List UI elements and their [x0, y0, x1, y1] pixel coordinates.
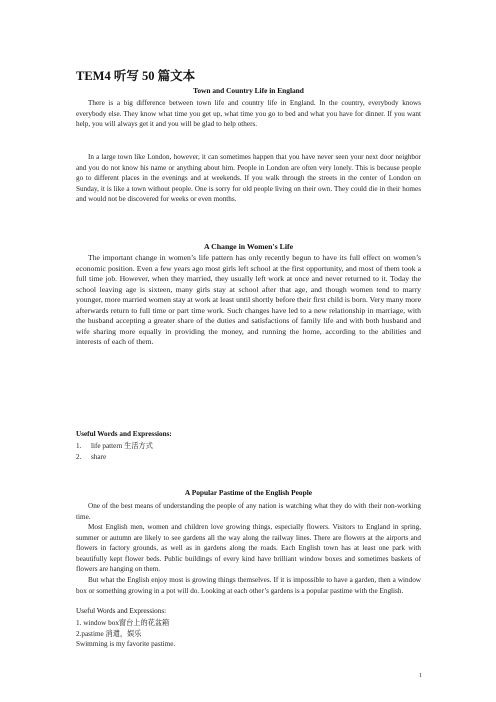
paragraph: But what the English enjoy most is growing things themselves. If it is impossible to have a garden, then a window box or something growing in a pot will do. Looking at each other’s gardens is a popular pastime with the English.: [76, 576, 421, 595]
document-title: TEM4 听写 50 篇文本: [76, 69, 196, 83]
vocab-item: [76, 618, 169, 628]
vocab-label: Useful Words and Expressions:: [76, 430, 172, 438]
vocab-item: [76, 453, 106, 461]
vocab-text: pastime 消遣，娱乐: [81, 630, 142, 638]
example-sentence: Swimming is my favorite pastime.: [76, 640, 176, 648]
section-title-women-life: A Change in Women's Life: [203, 242, 294, 251]
paragraph: The important change in women’s life pattern has only recently begun to have its full effect on women’s economic position. Even a few years ago most girls left school at the first opportunity, and most of them took a full time job. However, when they married, they usually left work at once and never returned to it. Today the school leaving age is sixteen, many girls stay at school after that age, and though women tend to marry younger, more married women stay at work at least until shortly before their first child is born. Very many more afterwards return to full time or part time work. Such changes have led to a new relationship in marriage, with the husband accepting a greater share of the duties and satisfactions of family life and with both husband and wife sharing more equally in providing the money, and running the home, according to the abilities and interests of each of them.: [76, 253, 421, 346]
vocab-label: Useful Words and Expressions:: [76, 607, 167, 615]
vocab-number: 2.: [76, 630, 82, 638]
paragraph: Most English men, women and children love growing things, especially flowers. Visitors to England in spring, summer or autumn are likely to see gardens all the way along the railway lines. There are flowers at the airports and flowers in factory grounds, as well as in gardens along the roads. Each English town has at least one park with beautifully kept flower beds. Public buildings of every kind have brilliant window boxes and sometimes baskets of flowers are hanging on them.: [76, 523, 421, 574]
paragraph: In a large town like London, however, it can sometimes happen that you have never seen your next door neighbor and you do not know his name or anything about him. People in London are often very lonely. This is because people go to different places in the evenings and at weekends. If you walk through the streets in the center of London on Sunday, it is like a town without people. One is sorry for old people living on their own. They could die in their homes and would not be discovered for weeks or even months.: [76, 153, 421, 204]
page-number: 1: [419, 672, 423, 679]
vocab-item: [76, 441, 153, 451]
vocab-number: 1.: [76, 619, 82, 627]
paragraph: There is a big difference between town life and country life in England. In the country, everybody knows everybody else. They know what time you get up, what time you go to bed and what you have for dinner. If you want help, you will always get it and you will be glad to help others.: [76, 99, 421, 129]
vocab-text: share: [91, 453, 107, 461]
section-title-popular-pastime: A Popular Pastime of the English People: [184, 488, 313, 497]
vocab-number: 1.: [76, 442, 82, 450]
section-title-town-country: Town and Country Life in England: [193, 86, 304, 95]
vocab-text: window box窗台上的花盆箱: [83, 619, 170, 627]
vocab-text: life pattern 生活方式: [91, 442, 153, 450]
vocab-number: 2.: [76, 453, 82, 461]
vocab-item: [76, 629, 141, 639]
paragraph: One of the best means of understanding the people of any nation is watching what they do with their non-working time.: [76, 502, 421, 521]
